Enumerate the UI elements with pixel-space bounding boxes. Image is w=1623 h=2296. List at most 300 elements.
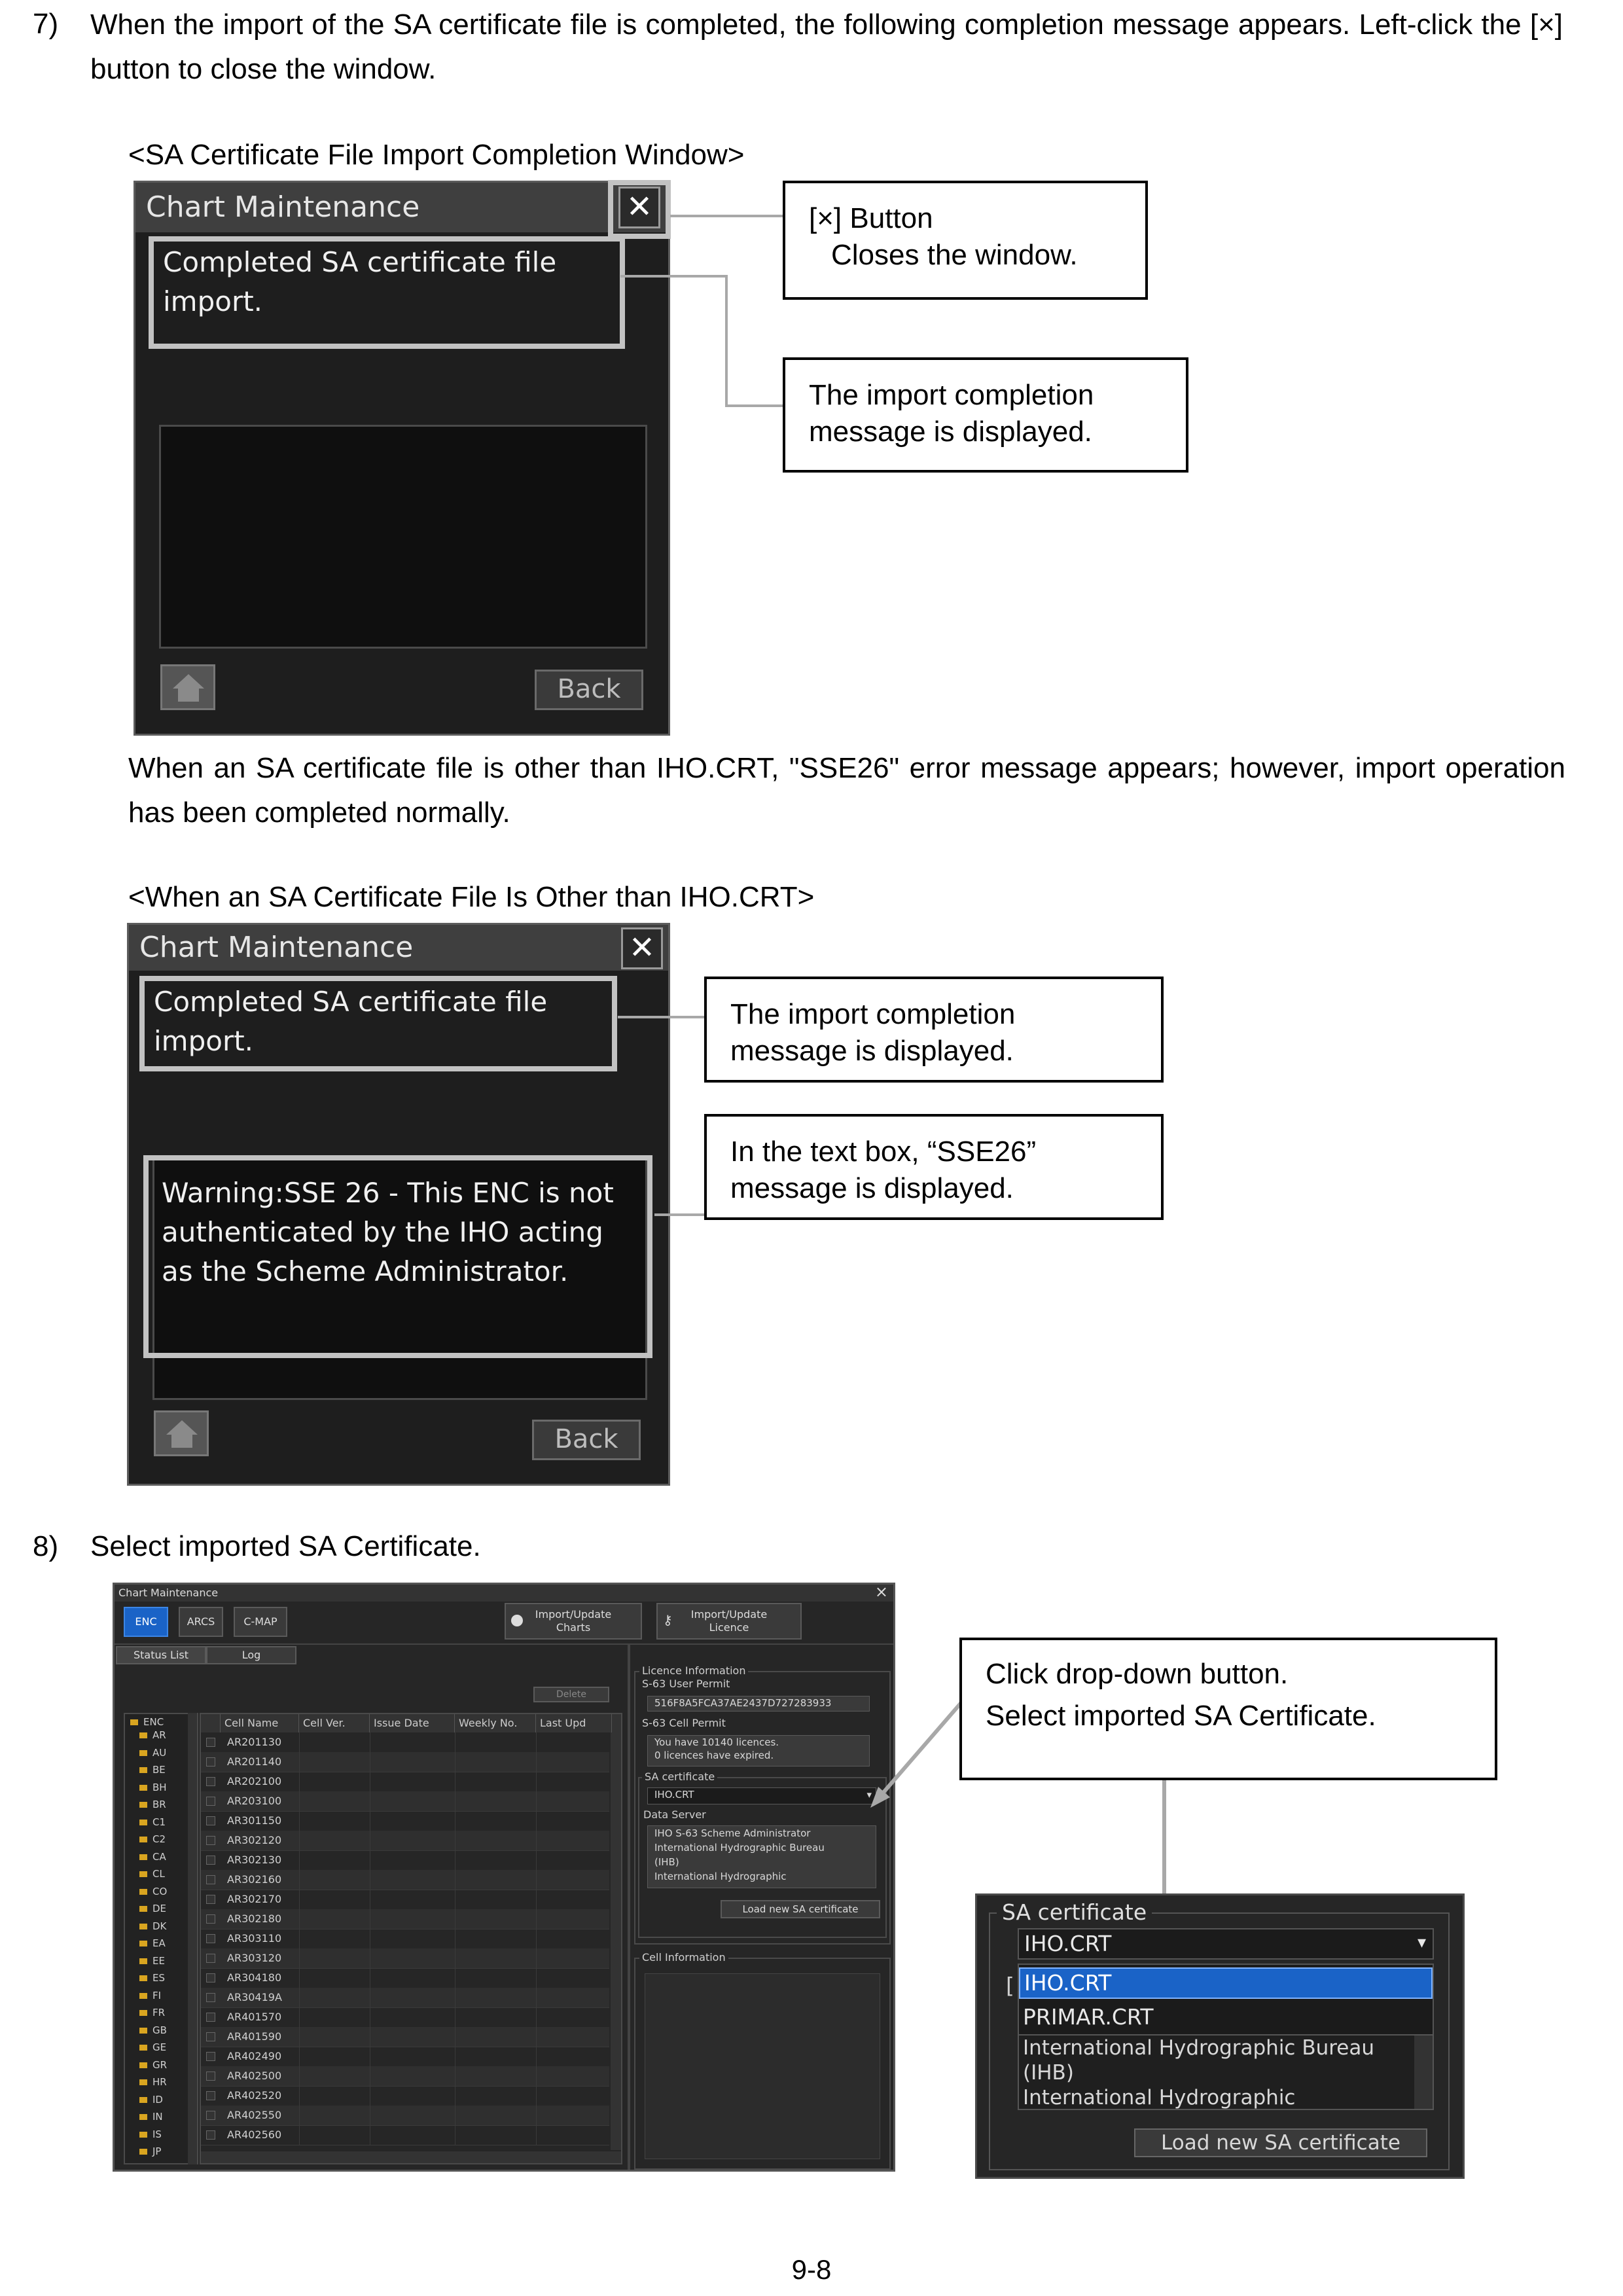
tree-label: DK xyxy=(152,1920,167,1932)
dropdown-value: IHO.CRT xyxy=(654,1789,694,1801)
cell-info-panel xyxy=(634,1951,891,2170)
tree-label: C1 xyxy=(152,1816,166,1828)
column-cell-name[interactable]: Cell Name xyxy=(221,1714,299,1732)
home-icon xyxy=(170,672,207,704)
chart-maintenance-window xyxy=(113,1583,895,2172)
tree-item[interactable] xyxy=(139,2041,166,2054)
close-highlight xyxy=(608,180,671,239)
tab-enc[interactable]: ENC xyxy=(124,1607,168,1637)
home-icon xyxy=(164,1418,200,1450)
column-divider xyxy=(536,1968,537,1988)
tree-item[interactable] xyxy=(139,2075,167,2089)
callout-line: Click drop-down button. xyxy=(986,1658,1289,1690)
row-checkbox[interactable] xyxy=(206,2091,215,2100)
dialog-title: Chart Maintenance xyxy=(129,925,668,971)
column-divider xyxy=(536,1850,537,1870)
load-sa-certificate-button[interactable]: Load new SA certificate xyxy=(1134,2128,1427,2157)
tree-label: ES xyxy=(152,1972,165,1984)
callout-line: message is displayed. xyxy=(809,416,1092,448)
leader-line xyxy=(725,404,783,407)
column-weekly-no[interactable]: Weekly No. xyxy=(455,1714,536,1732)
column-divider xyxy=(299,1831,300,1850)
tree-label: IN xyxy=(152,2111,163,2123)
checkbox-column xyxy=(201,1714,221,1732)
tree-item[interactable] xyxy=(139,2128,162,2141)
column-divider xyxy=(299,2125,300,2145)
close-button[interactable] xyxy=(621,927,663,969)
table-row[interactable] xyxy=(201,1968,609,1988)
tree-item[interactable] xyxy=(139,1850,166,1863)
row-checkbox[interactable] xyxy=(206,1757,215,1767)
tree-label: CA xyxy=(152,1850,166,1863)
table-row[interactable] xyxy=(201,1831,609,1851)
load-sa-certificate-button[interactable]: Load new SA certificate xyxy=(721,1900,880,1918)
cell-name: AR401570 xyxy=(227,2011,282,2023)
row-checkbox[interactable] xyxy=(206,1797,215,1806)
tree-label: ENC xyxy=(143,1716,164,1728)
column-divider xyxy=(536,2066,537,2086)
column-divider xyxy=(299,1909,300,1929)
folder-icon xyxy=(139,1924,147,1929)
folder-icon xyxy=(139,1906,147,1912)
data-server-text xyxy=(1018,2034,1434,2110)
tree-item[interactable] xyxy=(139,1867,165,1880)
folder-icon xyxy=(139,2097,147,2103)
cell-name: AR302120 xyxy=(227,1834,282,1846)
tree-label: AR xyxy=(152,1729,166,1741)
column-divider xyxy=(536,2086,537,2106)
table-row[interactable] xyxy=(201,1850,609,1871)
back-button[interactable]: Back xyxy=(532,1420,641,1460)
column-cell-ver[interactable]: Cell Ver. xyxy=(299,1714,370,1732)
folder-icon xyxy=(139,1820,147,1825)
column-divider xyxy=(299,2066,300,2086)
panel-label: Cell Information xyxy=(639,1951,728,1964)
field-line: (IHB) xyxy=(654,1856,679,1868)
field-line: 0 licences have expired. xyxy=(654,1749,774,1761)
table-row[interactable] xyxy=(201,1772,609,1792)
tree-item[interactable] xyxy=(139,1781,167,1794)
row-checkbox[interactable] xyxy=(206,1738,215,1747)
tree-item[interactable] xyxy=(139,1920,166,1933)
folder-icon xyxy=(139,2045,147,2051)
callout-line: [×] Button xyxy=(809,202,933,234)
field-line: International Hydrographic Bureau xyxy=(1023,2036,1375,2060)
folder-icon xyxy=(139,1941,147,1946)
field-line: IHO S-63 Scheme Administrator xyxy=(654,1827,811,1839)
table-row[interactable] xyxy=(201,1948,609,1969)
callout-line: message is displayed. xyxy=(730,1172,1014,1204)
folder-icon xyxy=(139,2028,147,2034)
row-checkbox[interactable] xyxy=(206,1954,215,1963)
button-label: Licence xyxy=(709,1621,749,1634)
column-divider xyxy=(299,1732,300,1752)
tree-item[interactable] xyxy=(139,2145,161,2158)
divider xyxy=(628,1645,630,2172)
dialog-title: Chart Maintenance xyxy=(135,183,668,232)
callout-line: The import completion xyxy=(730,998,1016,1030)
step-number: 7) xyxy=(33,8,59,40)
column-divider xyxy=(299,1850,300,1870)
cell-name: AR30419A xyxy=(227,1991,282,2003)
field-label: S-63 Cell Permit xyxy=(642,1717,726,1729)
row-checkbox[interactable] xyxy=(206,2032,215,2041)
tree-label: C2 xyxy=(152,1833,166,1845)
folder-icon xyxy=(139,2132,147,2138)
tree-item[interactable] xyxy=(139,1954,165,1967)
column-divider xyxy=(299,1968,300,1988)
row-checkbox[interactable] xyxy=(206,1934,215,1943)
sa-certificate-dropdown[interactable] xyxy=(647,1787,876,1804)
field-label: Data Server xyxy=(643,1808,706,1821)
column-divider xyxy=(536,1811,537,1831)
panel-label: Licence Information xyxy=(639,1664,748,1677)
table-row[interactable] xyxy=(201,1791,609,1812)
column-divider xyxy=(536,1890,537,1909)
column-divider xyxy=(299,1988,300,2007)
chevron-down-icon: ▾ xyxy=(866,1789,872,1801)
field-line: International Hydrographic xyxy=(1023,2086,1296,2109)
row-checkbox[interactable] xyxy=(206,1875,215,1884)
cell-name: AR302180 xyxy=(227,1912,282,1925)
table-row[interactable] xyxy=(201,1988,609,2008)
message-textbox xyxy=(159,425,647,649)
sa-certificate-panel xyxy=(638,1770,887,1938)
note-text: When an SA certificate file is other than IHO.CRT, "SSE26" error message appears; however, import operation has been completed normally. xyxy=(128,752,1565,829)
callout-line: The import completion xyxy=(809,379,1094,411)
table-scrollbar[interactable] xyxy=(611,1732,621,2150)
column-divider xyxy=(299,1772,300,1791)
cell-name: AR402520 xyxy=(227,2089,282,2102)
tree-label: HR xyxy=(152,2076,167,2088)
home-button[interactable] xyxy=(154,1410,209,1456)
column-divider xyxy=(299,2106,300,2125)
column-divider xyxy=(536,1909,537,1929)
folder-icon xyxy=(139,2079,147,2085)
tree-item[interactable] xyxy=(139,2093,163,2106)
tree-item[interactable] xyxy=(139,1816,166,1829)
home-button[interactable] xyxy=(160,664,215,710)
callout-close-button xyxy=(783,181,1148,300)
chevron-down-icon: ▾ xyxy=(1417,1933,1426,1952)
tree-label: ID xyxy=(152,2093,163,2106)
field-line: (IHB) xyxy=(1023,2061,1074,2085)
folder-icon xyxy=(139,2010,147,2016)
panel-label: SA certificate xyxy=(642,1770,717,1783)
tree-item[interactable] xyxy=(139,1798,166,1811)
table-row[interactable] xyxy=(201,1870,609,1890)
leader-arrow xyxy=(864,1695,969,1813)
folder-icon xyxy=(139,1871,147,1877)
tree-label: BE xyxy=(152,1764,166,1776)
column-divider xyxy=(299,1929,300,1948)
divider xyxy=(115,1643,893,1645)
cell-permit-field xyxy=(647,1735,870,1767)
figure-caption: <When an SA Certificate File Is Other than IHO.CRT> xyxy=(128,881,815,913)
cell-name: AR303110 xyxy=(227,1932,282,1945)
tree-item[interactable] xyxy=(139,1763,166,1776)
sa-certificate-zoom xyxy=(975,1893,1465,2179)
column-divider xyxy=(299,1870,300,1890)
column-divider xyxy=(299,1811,300,1831)
row-checkbox[interactable] xyxy=(206,1856,215,1865)
cell-name: AR303120 xyxy=(227,1952,282,1964)
column-divider xyxy=(536,1988,537,2007)
column-divider xyxy=(536,2125,537,2145)
tree-root[interactable] xyxy=(130,1715,164,1729)
cell-name: AR202100 xyxy=(227,1775,282,1787)
cell-name: AR201140 xyxy=(227,1755,282,1768)
tree-item[interactable] xyxy=(139,1937,166,1950)
column-divider xyxy=(299,2007,300,2027)
folder-icon xyxy=(130,1719,138,1725)
table-row[interactable] xyxy=(201,2125,609,2145)
callout-message xyxy=(783,357,1188,473)
tree-label: CO xyxy=(152,1885,168,1897)
row-checkbox[interactable] xyxy=(206,1777,215,1786)
tree-item[interactable] xyxy=(139,1885,167,1898)
folder-icon xyxy=(139,2149,147,2155)
column-divider xyxy=(299,2027,300,2047)
cell-name: AR301150 xyxy=(227,1814,282,1827)
row-checkbox[interactable] xyxy=(206,1895,215,1904)
folder-icon xyxy=(139,1958,147,1964)
import-charts-button[interactable] xyxy=(505,1603,642,1640)
cell-name: AR402490 xyxy=(227,2050,282,2062)
completion-message: Completed SA certificate file import. xyxy=(154,986,548,1057)
tree-label: BH xyxy=(152,1781,167,1793)
tree-item[interactable] xyxy=(139,1989,161,2002)
window-title xyxy=(115,1585,893,1602)
folder-icon xyxy=(139,1750,147,1756)
callout-line: Closes the window. xyxy=(831,239,1078,271)
figure-caption: <SA Certificate File Import Completion Window> xyxy=(128,139,745,171)
tree-item[interactable] xyxy=(139,1746,166,1759)
tree-label: DE xyxy=(152,1903,167,1914)
tree-label: GB xyxy=(152,2024,167,2036)
folder-icon xyxy=(139,1732,147,1738)
column-divider xyxy=(536,2047,537,2066)
callout-line: In the text box, “SSE26” xyxy=(730,1136,1037,1168)
leader-line xyxy=(618,1016,705,1018)
callout-line: Select imported SA Certificate. xyxy=(986,1700,1376,1732)
data-server-text xyxy=(647,1825,876,1888)
field-line: You have 10140 licences. xyxy=(654,1736,779,1748)
table-row[interactable] xyxy=(201,1890,609,1910)
row-checkbox[interactable] xyxy=(206,2072,215,2081)
page-number: 9-8 xyxy=(791,2254,832,2285)
key-icon: ⚷ xyxy=(663,1612,673,1628)
row-checkbox[interactable] xyxy=(206,1816,215,1825)
row-checkbox[interactable] xyxy=(206,2111,215,2120)
tree-label: EE xyxy=(152,1954,165,1967)
table-row[interactable] xyxy=(201,1752,609,1772)
row-checkbox[interactable] xyxy=(206,1914,215,1924)
column-divider xyxy=(536,1870,537,1890)
callout-dropdown xyxy=(959,1638,1497,1780)
folder-icon xyxy=(139,1767,147,1773)
callout-sse26 xyxy=(704,1114,1164,1220)
tree-label: JP xyxy=(152,2145,162,2157)
table-row[interactable] xyxy=(201,2066,609,2087)
column-divider xyxy=(299,1752,300,1772)
button-label: Charts xyxy=(556,1621,591,1634)
tree-label: AU xyxy=(152,1746,167,1759)
cell-name: AR302130 xyxy=(227,1854,282,1866)
row-checkbox[interactable] xyxy=(206,2013,215,2022)
tab-cmap[interactable]: C-MAP xyxy=(234,1607,287,1637)
table-row[interactable] xyxy=(201,1811,609,1831)
table-row[interactable] xyxy=(201,2106,609,2126)
tree-item[interactable] xyxy=(139,1729,166,1742)
table-row[interactable] xyxy=(201,2086,609,2106)
leader-line xyxy=(654,1213,705,1216)
column-last-upd[interactable]: Last Upd xyxy=(536,1714,612,1732)
tree-item[interactable] xyxy=(139,1833,166,1846)
cell-name: AR304180 xyxy=(227,1971,282,1984)
table-row[interactable] xyxy=(201,2027,609,2047)
licence-info-panel xyxy=(634,1664,891,1945)
table-row[interactable] xyxy=(201,1929,609,1949)
table-row[interactable] xyxy=(201,2007,609,2028)
step-text: Select imported SA Certificate. xyxy=(90,1530,481,1562)
table-row[interactable] xyxy=(201,1909,609,1929)
field-line: International Hydrographic xyxy=(654,1871,787,1882)
close-icon: ✕ xyxy=(628,929,656,966)
warning-message: Warning:SSE 26 - This ENC is not authenticated by the IHO acting as the Scheme Administrator. xyxy=(162,1177,614,1287)
cell-name: AR402560 xyxy=(227,2128,282,2141)
tree-item[interactable] xyxy=(139,2058,167,2072)
dropdown-value: IHO.CRT xyxy=(1024,1931,1112,1956)
tree-label: IS xyxy=(152,2128,162,2140)
row-checkbox[interactable] xyxy=(206,1993,215,2002)
folder-icon xyxy=(139,1785,147,1791)
field-label: S-63 User Permit xyxy=(642,1677,730,1690)
cell-table xyxy=(200,1713,622,2164)
tree-item[interactable] xyxy=(139,1971,165,1984)
row-checkbox[interactable] xyxy=(206,2052,215,2061)
folder-icon xyxy=(139,1837,147,1842)
column-divider xyxy=(536,1831,537,1850)
column-divider xyxy=(536,2106,537,2125)
column-divider xyxy=(536,2007,537,2027)
folder-icon xyxy=(139,1993,147,1999)
tab-status-list[interactable]: Status List xyxy=(116,1646,206,1664)
panel-label: SA certificate xyxy=(997,1899,1152,1925)
tree-item[interactable] xyxy=(139,2110,163,2123)
folder-icon xyxy=(139,2062,147,2068)
leader-line xyxy=(620,275,728,278)
column-divider xyxy=(299,2047,300,2066)
tree-item[interactable] xyxy=(139,1902,166,1915)
table-header xyxy=(201,1714,621,1732)
label-fragment: [ xyxy=(1006,1973,1014,1998)
back-button[interactable]: Back xyxy=(535,670,643,710)
cell-info-box xyxy=(645,1973,880,2159)
leader-line xyxy=(670,215,783,217)
table-hscrollbar[interactable] xyxy=(201,2151,621,2163)
tree-label: BR xyxy=(152,1799,166,1810)
button-label: Import/Update xyxy=(535,1608,612,1621)
column-divider xyxy=(536,1948,537,1968)
column-divider xyxy=(299,1791,300,1811)
column-divider xyxy=(299,2086,300,2106)
row-checkbox[interactable] xyxy=(206,1836,215,1845)
refresh-icon xyxy=(511,1615,523,1626)
scrollbar[interactable] xyxy=(1414,2036,1433,2109)
tree-item[interactable] xyxy=(139,2006,165,2019)
close-icon: ✕ xyxy=(626,188,653,225)
row-checkbox[interactable] xyxy=(206,1973,215,1982)
field-line: International Hydrographic Bureau xyxy=(654,1842,825,1854)
close-icon[interactable]: × xyxy=(874,1583,888,1601)
folder-icon xyxy=(139,1802,147,1808)
tree-label: GE xyxy=(152,2041,167,2053)
leader-line xyxy=(725,275,728,407)
tree-label: GR xyxy=(152,2058,168,2071)
tree-scrollbar[interactable] xyxy=(188,1713,197,2164)
table-row[interactable] xyxy=(201,2047,609,2067)
column-divider xyxy=(299,1948,300,1968)
tab-arcs[interactable]: ARCS xyxy=(179,1607,223,1637)
folder-tree xyxy=(124,1713,198,2164)
tree-label: CL xyxy=(152,1868,165,1880)
column-divider xyxy=(536,1752,537,1772)
tree-label: FI xyxy=(152,1989,162,2001)
dropdown-option[interactable]: IHO.CRT xyxy=(1019,1967,1433,1999)
cell-name: AR203100 xyxy=(227,1795,282,1807)
tab-log[interactable]: Log xyxy=(206,1646,296,1664)
user-permit-field: 516F8A5FCA37AE2437D727283933 xyxy=(647,1696,870,1712)
folder-icon xyxy=(139,1889,147,1895)
cell-name: AR201130 xyxy=(227,1736,282,1748)
column-issue-date[interactable]: Issue Date xyxy=(370,1714,455,1732)
import-licence-button[interactable] xyxy=(656,1603,802,1640)
dropdown-option[interactable]: PRIMAR.CRT xyxy=(1023,2004,1154,2030)
button-label: Import/Update xyxy=(690,1608,768,1621)
delete-button[interactable]: Delete xyxy=(533,1687,609,1702)
folder-icon xyxy=(139,2114,147,2120)
row-checkbox[interactable] xyxy=(206,2130,215,2140)
callout-message xyxy=(704,977,1164,1083)
column-divider xyxy=(299,1890,300,1909)
column-divider xyxy=(536,2027,537,2047)
cell-name: AR402550 xyxy=(227,2109,282,2121)
cell-name: AR302170 xyxy=(227,1893,282,1905)
tree-item[interactable] xyxy=(139,2024,167,2037)
cell-name: AR401590 xyxy=(227,2030,282,2043)
warning-dialog xyxy=(127,923,670,1486)
column-divider xyxy=(536,1732,537,1752)
column-divider xyxy=(536,1772,537,1791)
sa-certificate-dropdown[interactable] xyxy=(1018,1928,1434,1960)
tree-label: FR xyxy=(152,2007,166,2018)
window-title-text: Chart Maintenance xyxy=(118,1587,219,1599)
cell-name: AR402500 xyxy=(227,2070,282,2082)
folder-icon xyxy=(139,1975,147,1981)
step-text: When the import of the SA certificate file is completed, the following completion message appears. Left-click the [×] button to close the window. xyxy=(90,9,1563,85)
column-divider xyxy=(536,1791,537,1811)
step-number: 8) xyxy=(33,1530,59,1562)
callout-line: message is displayed. xyxy=(730,1035,1014,1067)
folder-icon xyxy=(139,1854,147,1860)
tree-label: EA xyxy=(152,1937,166,1949)
cell-name: AR302160 xyxy=(227,1873,282,1886)
column-divider xyxy=(536,1929,537,1948)
completion-message: Completed SA certificate file import. xyxy=(163,246,557,317)
table-row[interactable] xyxy=(201,1732,609,1753)
completion-dialog xyxy=(134,181,670,736)
